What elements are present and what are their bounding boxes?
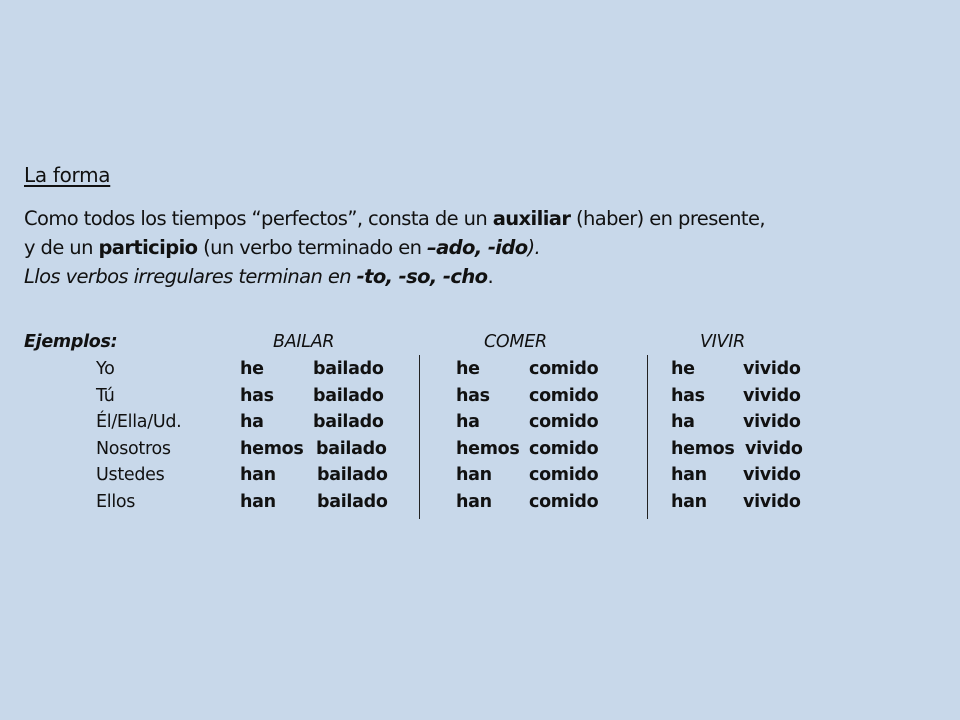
aux-cell: has <box>456 386 490 406</box>
regular-endings: –ado, -ido <box>426 236 528 259</box>
participle-cell: bailado <box>317 492 388 512</box>
paragraph-line-1 <box>24 204 765 233</box>
aux-cell: he <box>671 359 695 379</box>
pronoun-nosotros: Nosotros <box>96 439 171 459</box>
keyword-participio: participio <box>98 236 198 259</box>
pronoun-tu: Tú <box>96 386 115 406</box>
aux-cell: hemos <box>240 439 304 459</box>
participle-cell: vivido <box>745 439 803 459</box>
aux-cell: han <box>240 465 276 485</box>
participle-cell: vivido <box>743 386 801 406</box>
participle-cell: vivido <box>743 492 801 512</box>
verb-header-comer: COMER <box>484 332 547 352</box>
examples-label: Ejemplos: <box>24 332 118 352</box>
aux-cell: he <box>240 359 264 379</box>
participle-cell: bailado <box>313 412 384 432</box>
aux-cell: ha <box>240 412 264 432</box>
irregular-endings: -to, -so, -cho <box>356 265 488 288</box>
aux-cell: he <box>456 359 480 379</box>
pronoun-yo: Yo <box>96 359 115 379</box>
aux-cell: hemos <box>671 439 735 459</box>
paragraph-text: . <box>487 265 494 288</box>
aux-cell: han <box>671 465 707 485</box>
participle-cell: vivido <box>743 359 801 379</box>
keyword-auxiliar: auxiliar <box>492 207 571 230</box>
paragraph-text: y de un <box>24 236 99 259</box>
paragraph-line-3 <box>24 262 493 291</box>
aux-cell: han <box>240 492 276 512</box>
participle-cell: vivido <box>743 465 801 485</box>
aux-cell: han <box>671 492 707 512</box>
column-divider <box>419 355 420 519</box>
column-divider <box>647 355 648 519</box>
paragraph-line-2 <box>24 233 540 262</box>
pronoun-ellos: Ellos <box>96 492 136 512</box>
verb-header-vivir: VIVIR <box>700 332 745 352</box>
participle-cell: comido <box>529 412 599 432</box>
participle-cell: bailado <box>316 439 387 459</box>
aux-cell: hemos <box>456 439 520 459</box>
section-heading: La forma <box>24 163 111 187</box>
aux-cell: has <box>240 386 274 406</box>
participle-cell: comido <box>529 359 599 379</box>
participle-cell: bailado <box>313 386 384 406</box>
aux-cell: han <box>456 465 492 485</box>
pronoun-ustedes: Ustedes <box>96 465 165 485</box>
participle-cell: vivido <box>743 412 801 432</box>
verb-header-bailar: BAILAR <box>273 332 335 352</box>
participle-cell: bailado <box>317 465 388 485</box>
participle-cell: comido <box>529 465 599 485</box>
paragraph-text: ). <box>527 236 541 259</box>
participle-cell: bailado <box>313 359 384 379</box>
aux-cell: ha <box>456 412 480 432</box>
participle-cell: comido <box>529 386 599 406</box>
aux-cell: ha <box>671 412 695 432</box>
aux-cell: has <box>671 386 705 406</box>
pronoun-el-ella-ud: Él/Ella/Ud. <box>96 412 182 432</box>
participle-cell: comido <box>529 492 599 512</box>
paragraph-text: (un verbo terminado en <box>197 236 427 259</box>
participle-cell: comido <box>529 439 599 459</box>
paragraph-text: Como todos los tiempos “perfectos”, consta de un <box>24 207 493 230</box>
aux-cell: han <box>456 492 492 512</box>
paragraph-text: (haber) en presente, <box>570 207 765 230</box>
paragraph-text: Llos verbos irregulares terminan en <box>24 265 357 288</box>
